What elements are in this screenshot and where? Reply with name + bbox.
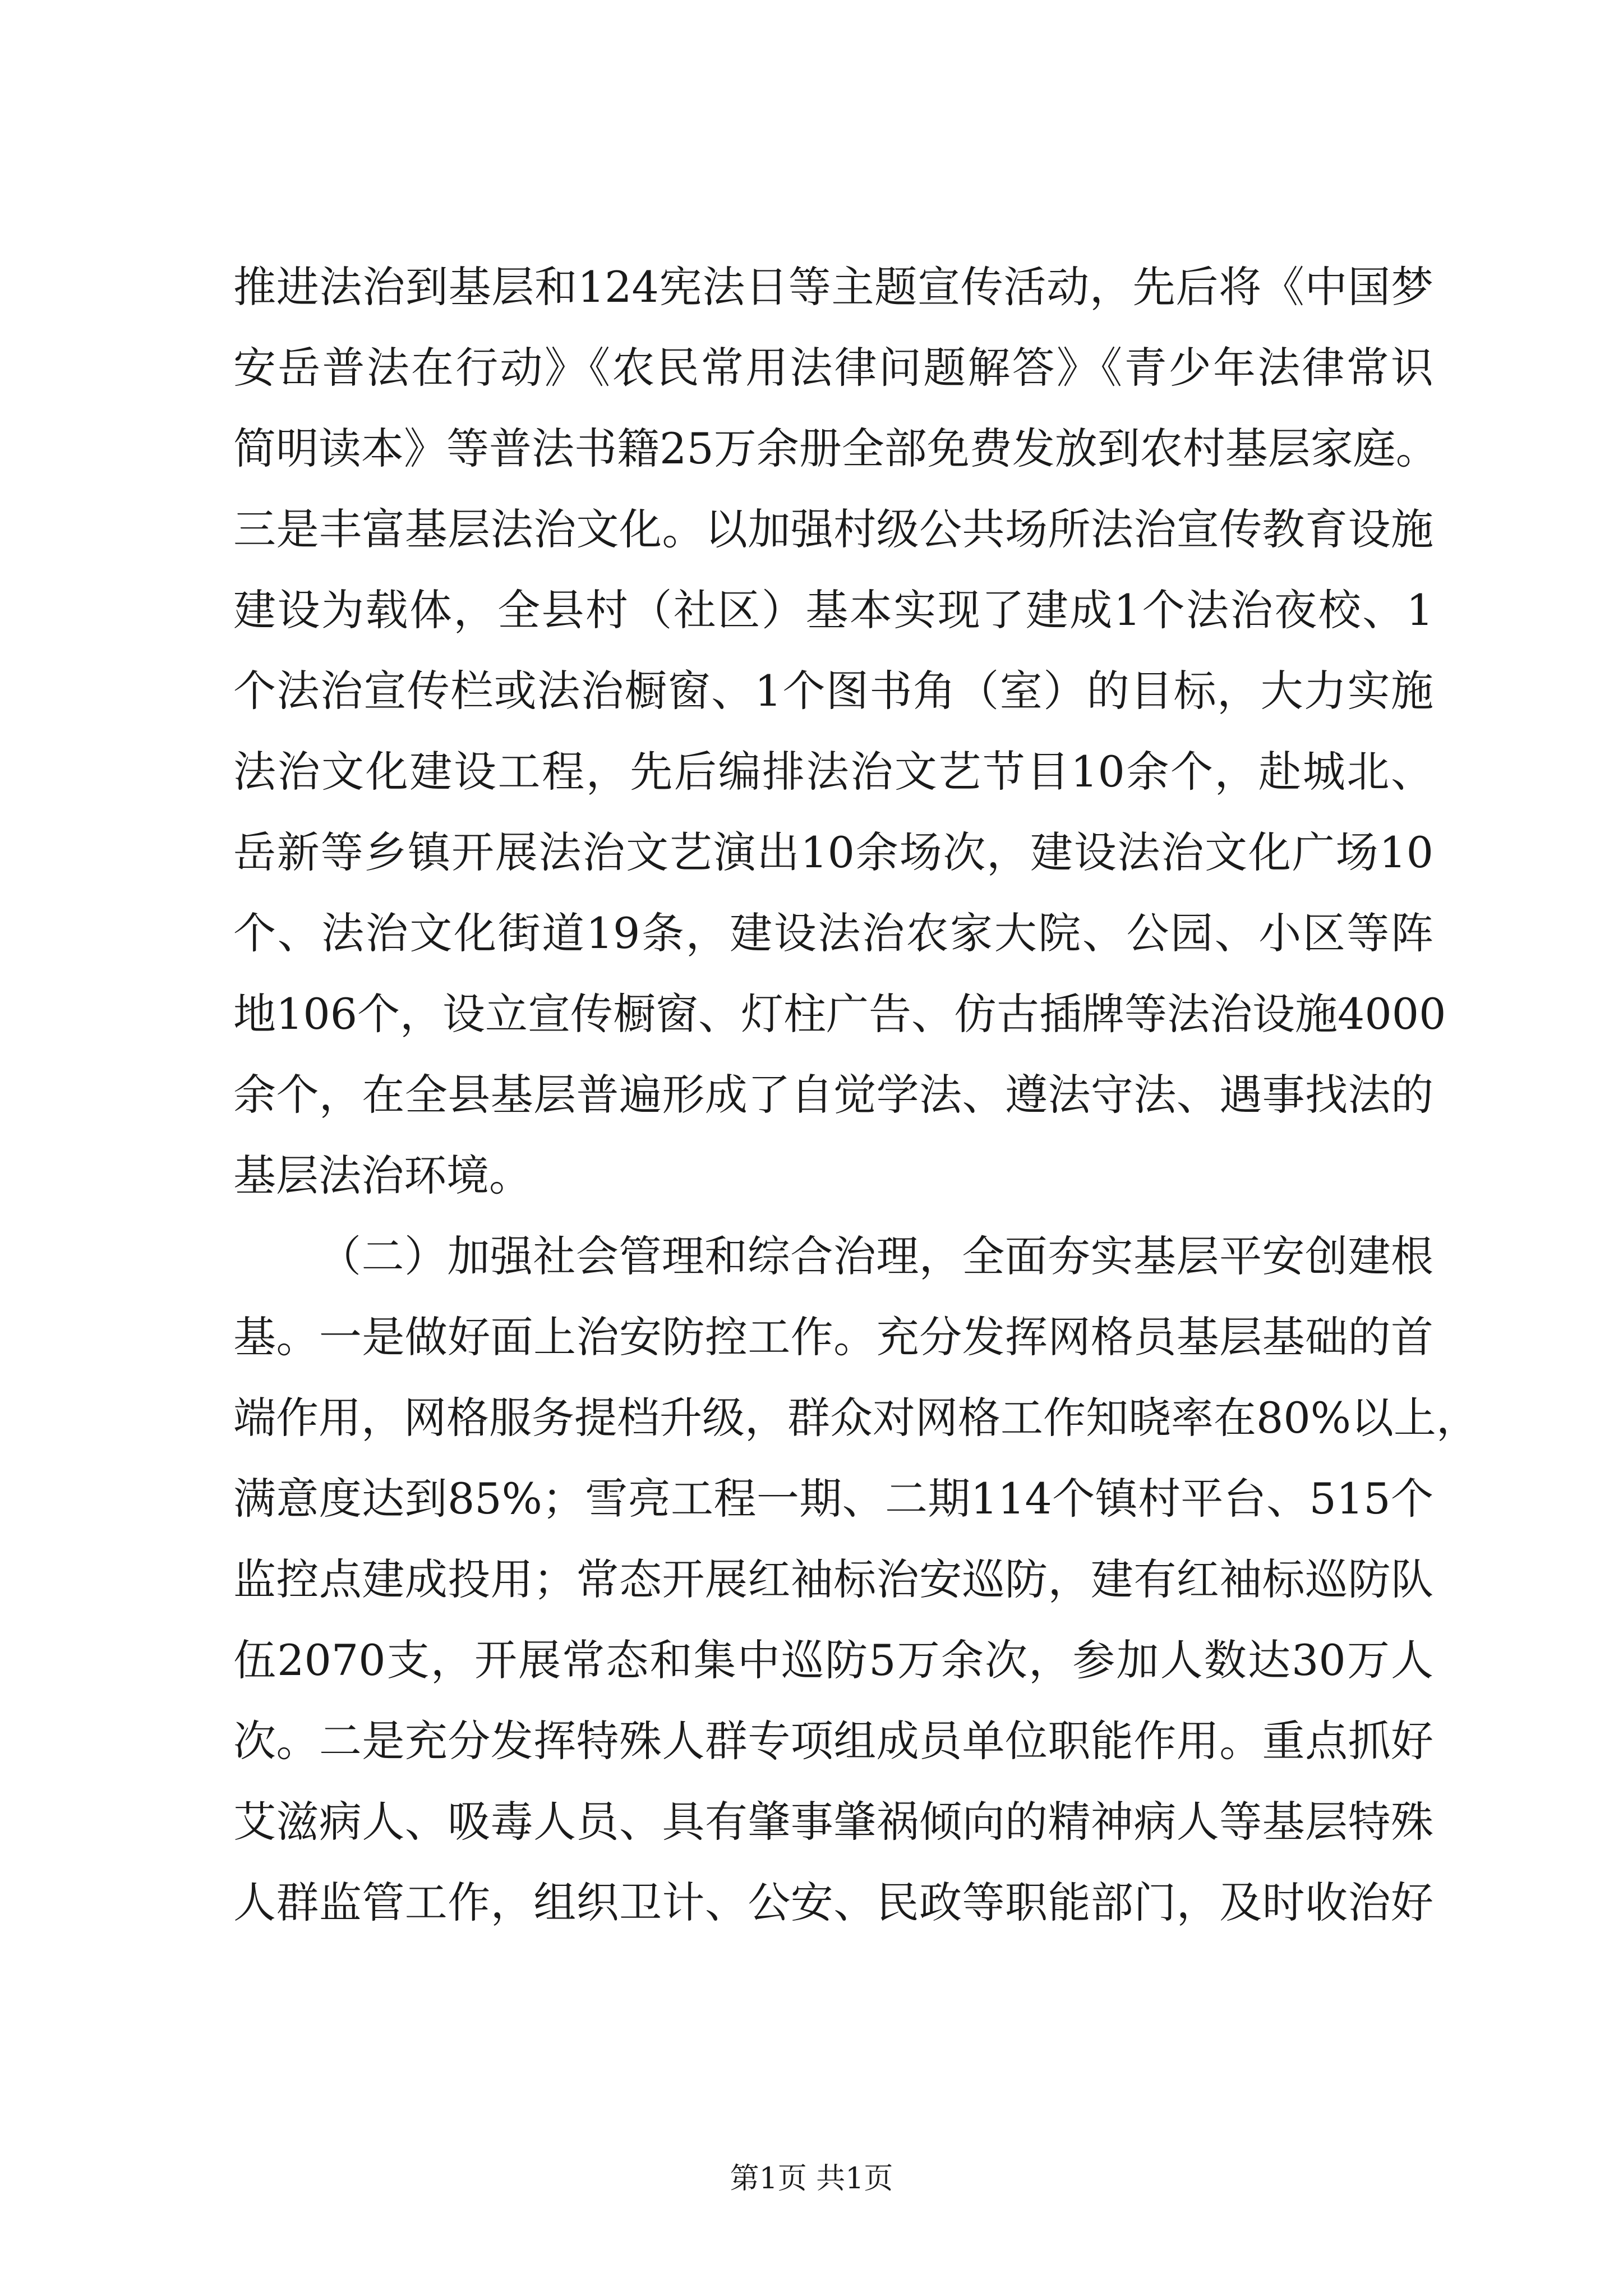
text-line: 推进法治到基层和124宪法日等主题宣传活动，先后将《中国梦 — [233, 262, 1433, 312]
text-line: 建设为载体，全县村（社区）基本实现了建成1个法治夜校、1 — [233, 585, 1433, 635]
page-number-label: 第1页 共1页 — [730, 2162, 893, 2196]
text-line: 个、法治文化街道19条，建设法治农家大院、公园、小区等阵 — [233, 908, 1433, 958]
text-line: 三是丰富基层法治文化。以加强村级公共场所法治宣传教育设施 — [233, 504, 1433, 554]
section-heading-line: （二）加强社会管理和综合治理，全面夯实基层平安创建根 — [319, 1231, 1433, 1281]
text-line: 次。二是充分发挥特殊人群专项组成员单位职能作用。重点抓好 — [233, 1716, 1433, 1766]
text-line: 安岳普法在行动》《农民常用法律问题解答》《青少年法律常识 — [233, 343, 1433, 393]
text-line: 伍2070支，开展常态和集中巡防5万余次，参加人数达30万人 — [233, 1635, 1433, 1685]
text-line: 基。一是做好面上治安防控工作。充分发挥网格员基层基础的首 — [233, 1312, 1433, 1362]
text-line: 监控点建成投用；常态开展红袖标治安巡防，建有红袖标巡防队 — [233, 1554, 1433, 1604]
text-line: 基层法治环境。 — [233, 1151, 532, 1200]
text-line: 简明读本》等普法书籍25万余册全部免费发放到农村基层家庭。 — [233, 424, 1438, 473]
page-footer — [0, 2161, 1623, 2197]
text-line: 法治文化建设工程，先后编排法治文艺节目10余个，赴城北、 — [233, 747, 1433, 797]
text-line: 人群监管工作，组织卫计、公安、民政等职能部门，及时收治好 — [233, 1878, 1433, 1927]
body-text — [233, 247, 1479, 1943]
text-line: 艾滋病人、吸毒人员、具有肇事肇祸倾向的精神病人等基层特殊 — [233, 1797, 1433, 1847]
text-line: 满意度达到85%；雪亮工程一期、二期114个镇村平台、515个 — [233, 1474, 1433, 1524]
text-line: 岳新等乡镇开展法治文艺演出10余场次，建设法治文化广场10 — [233, 827, 1433, 877]
text-line: 端作用，网格服务提档升级，群众对网格工作知晓率在80%以上， — [233, 1393, 1479, 1443]
text-line: 余个，在全县基层普遍形成了自觉学法、遵法守法、遇事找法的 — [233, 1070, 1433, 1120]
text-line: 地106个，设立宣传橱窗、灯柱广告、仿古插牌等法治设施4000 — [233, 989, 1446, 1039]
text-line: 个法治宣传栏或法治橱窗、1个图书角（室）的目标，大力实施 — [233, 666, 1433, 716]
